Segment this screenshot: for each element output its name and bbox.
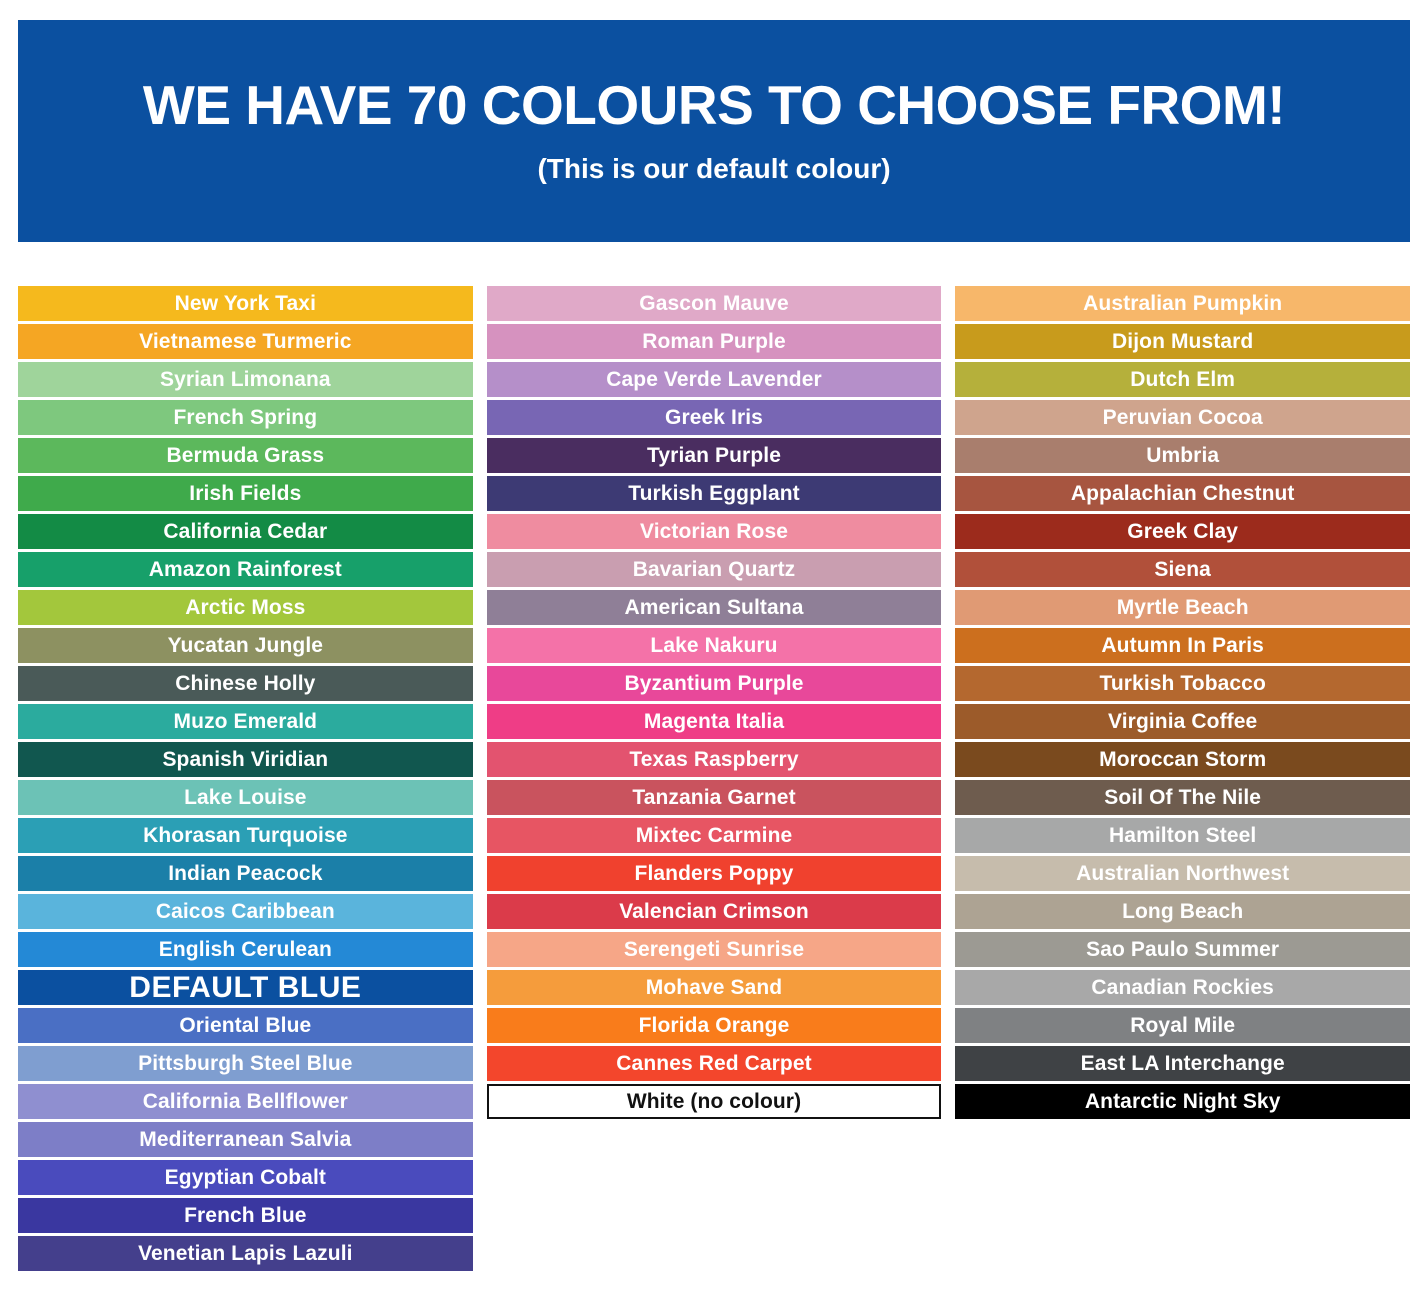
colour-swatch[interactable]: Byzantium Purple (487, 666, 942, 701)
colour-swatch[interactable]: Dutch Elm (955, 362, 1410, 397)
colour-swatch[interactable]: Mohave Sand (487, 970, 942, 1005)
colour-swatch[interactable]: Antarctic Night Sky (955, 1084, 1410, 1119)
colour-swatch[interactable]: Amazon Rainforest (18, 552, 473, 587)
colour-swatch[interactable]: Yucatan Jungle (18, 628, 473, 663)
colour-swatch[interactable]: California Bellflower (18, 1084, 473, 1119)
colour-swatch[interactable]: Mediterranean Salvia (18, 1122, 473, 1157)
colour-swatch[interactable]: Caicos Caribbean (18, 894, 473, 929)
colour-swatch[interactable]: Canadian Rockies (955, 970, 1410, 1005)
colour-swatch[interactable]: Lake Nakuru (487, 628, 942, 663)
colour-swatch[interactable]: Virginia Coffee (955, 704, 1410, 739)
column-2 (487, 286, 942, 1271)
colour-swatch[interactable]: Australian Pumpkin (955, 286, 1410, 321)
colour-swatch[interactable]: Mixtec Carmine (487, 818, 942, 853)
colour-swatch[interactable]: French Blue (18, 1198, 473, 1233)
column-1 (18, 286, 473, 1271)
colour-swatch[interactable]: East LA Interchange (955, 1046, 1410, 1081)
colour-swatch[interactable]: Florida Orange (487, 1008, 942, 1043)
colour-swatch[interactable]: Australian Northwest (955, 856, 1410, 891)
colour-swatch[interactable]: Autumn In Paris (955, 628, 1410, 663)
colour-swatch[interactable]: Dijon Mustard (955, 324, 1410, 359)
header-banner (18, 20, 1410, 242)
colour-swatch[interactable]: Greek Iris (487, 400, 942, 435)
page-title: WE HAVE 70 COLOURS TO CHOOSE FROM! (142, 74, 1286, 137)
colour-swatch[interactable]: Sao Paulo Summer (955, 932, 1410, 967)
colour-swatch[interactable]: Pittsburgh Steel Blue (18, 1046, 473, 1081)
colour-swatch[interactable]: Roman Purple (487, 324, 942, 359)
colour-swatch[interactable]: Gascon Mauve (487, 286, 942, 321)
colour-swatch[interactable]: California Cedar (18, 514, 473, 549)
colour-swatch[interactable]: Cape Verde Lavender (487, 362, 942, 397)
page-subtitle: (This is our default colour) (537, 152, 891, 184)
colour-columns (18, 286, 1410, 1271)
colour-swatch[interactable]: Magenta Italia (487, 704, 942, 739)
colour-swatch[interactable]: Bermuda Grass (18, 438, 473, 473)
colour-swatch[interactable]: New York Taxi (18, 286, 473, 321)
colour-swatch[interactable]: Myrtle Beach (955, 590, 1410, 625)
colour-swatch[interactable]: Appalachian Chestnut (955, 476, 1410, 511)
colour-swatch[interactable]: DEFAULT BLUE (18, 970, 473, 1005)
colour-swatch[interactable]: Spanish Viridian (18, 742, 473, 777)
column-3 (955, 286, 1410, 1271)
colour-swatch[interactable]: Soil Of The Nile (955, 780, 1410, 815)
colour-swatch[interactable]: Victorian Rose (487, 514, 942, 549)
colour-swatch[interactable]: Lake Louise (18, 780, 473, 815)
colour-swatch[interactable]: Texas Raspberry (487, 742, 942, 777)
colour-swatch[interactable]: Khorasan Turquoise (18, 818, 473, 853)
colour-swatch[interactable]: Turkish Eggplant (487, 476, 942, 511)
colour-swatch[interactable]: Moroccan Storm (955, 742, 1410, 777)
colour-swatch[interactable]: Syrian Limonana (18, 362, 473, 397)
colour-swatch[interactable]: Irish Fields (18, 476, 473, 511)
colour-swatch[interactable]: Tanzania Garnet (487, 780, 942, 815)
colour-swatch[interactable]: Siena (955, 552, 1410, 587)
colour-swatch[interactable]: Greek Clay (955, 514, 1410, 549)
colour-swatch[interactable]: Vietnamese Turmeric (18, 324, 473, 359)
colour-swatch[interactable]: Flanders Poppy (487, 856, 942, 891)
colour-swatch[interactable]: Valencian Crimson (487, 894, 942, 929)
colour-swatch[interactable]: Long Beach (955, 894, 1410, 929)
colour-swatch[interactable]: Muzo Emerald (18, 704, 473, 739)
colour-swatch[interactable]: Hamilton Steel (955, 818, 1410, 853)
colour-swatch[interactable]: Umbria (955, 438, 1410, 473)
colour-swatch[interactable]: Venetian Lapis Lazuli (18, 1236, 473, 1271)
colour-swatch[interactable]: Peruvian Cocoa (955, 400, 1410, 435)
colour-swatch[interactable]: Arctic Moss (18, 590, 473, 625)
colour-swatch[interactable]: Tyrian Purple (487, 438, 942, 473)
colour-swatch[interactable]: Turkish Tobacco (955, 666, 1410, 701)
colour-swatch[interactable]: White (no colour) (487, 1084, 942, 1119)
colour-swatch[interactable]: Serengeti Sunrise (487, 932, 942, 967)
colour-swatch[interactable]: Egyptian Cobalt (18, 1160, 473, 1195)
colour-swatch[interactable]: French Spring (18, 400, 473, 435)
colour-swatch[interactable]: American Sultana (487, 590, 942, 625)
colour-swatch[interactable]: English Cerulean (18, 932, 473, 967)
colour-swatch[interactable]: Bavarian Quartz (487, 552, 942, 587)
colour-swatch[interactable]: Chinese Holly (18, 666, 473, 701)
colour-swatch[interactable]: Oriental Blue (18, 1008, 473, 1043)
colour-swatch[interactable]: Royal Mile (955, 1008, 1410, 1043)
colour-swatch[interactable]: Cannes Red Carpet (487, 1046, 942, 1081)
colour-swatch[interactable]: Indian Peacock (18, 856, 473, 891)
